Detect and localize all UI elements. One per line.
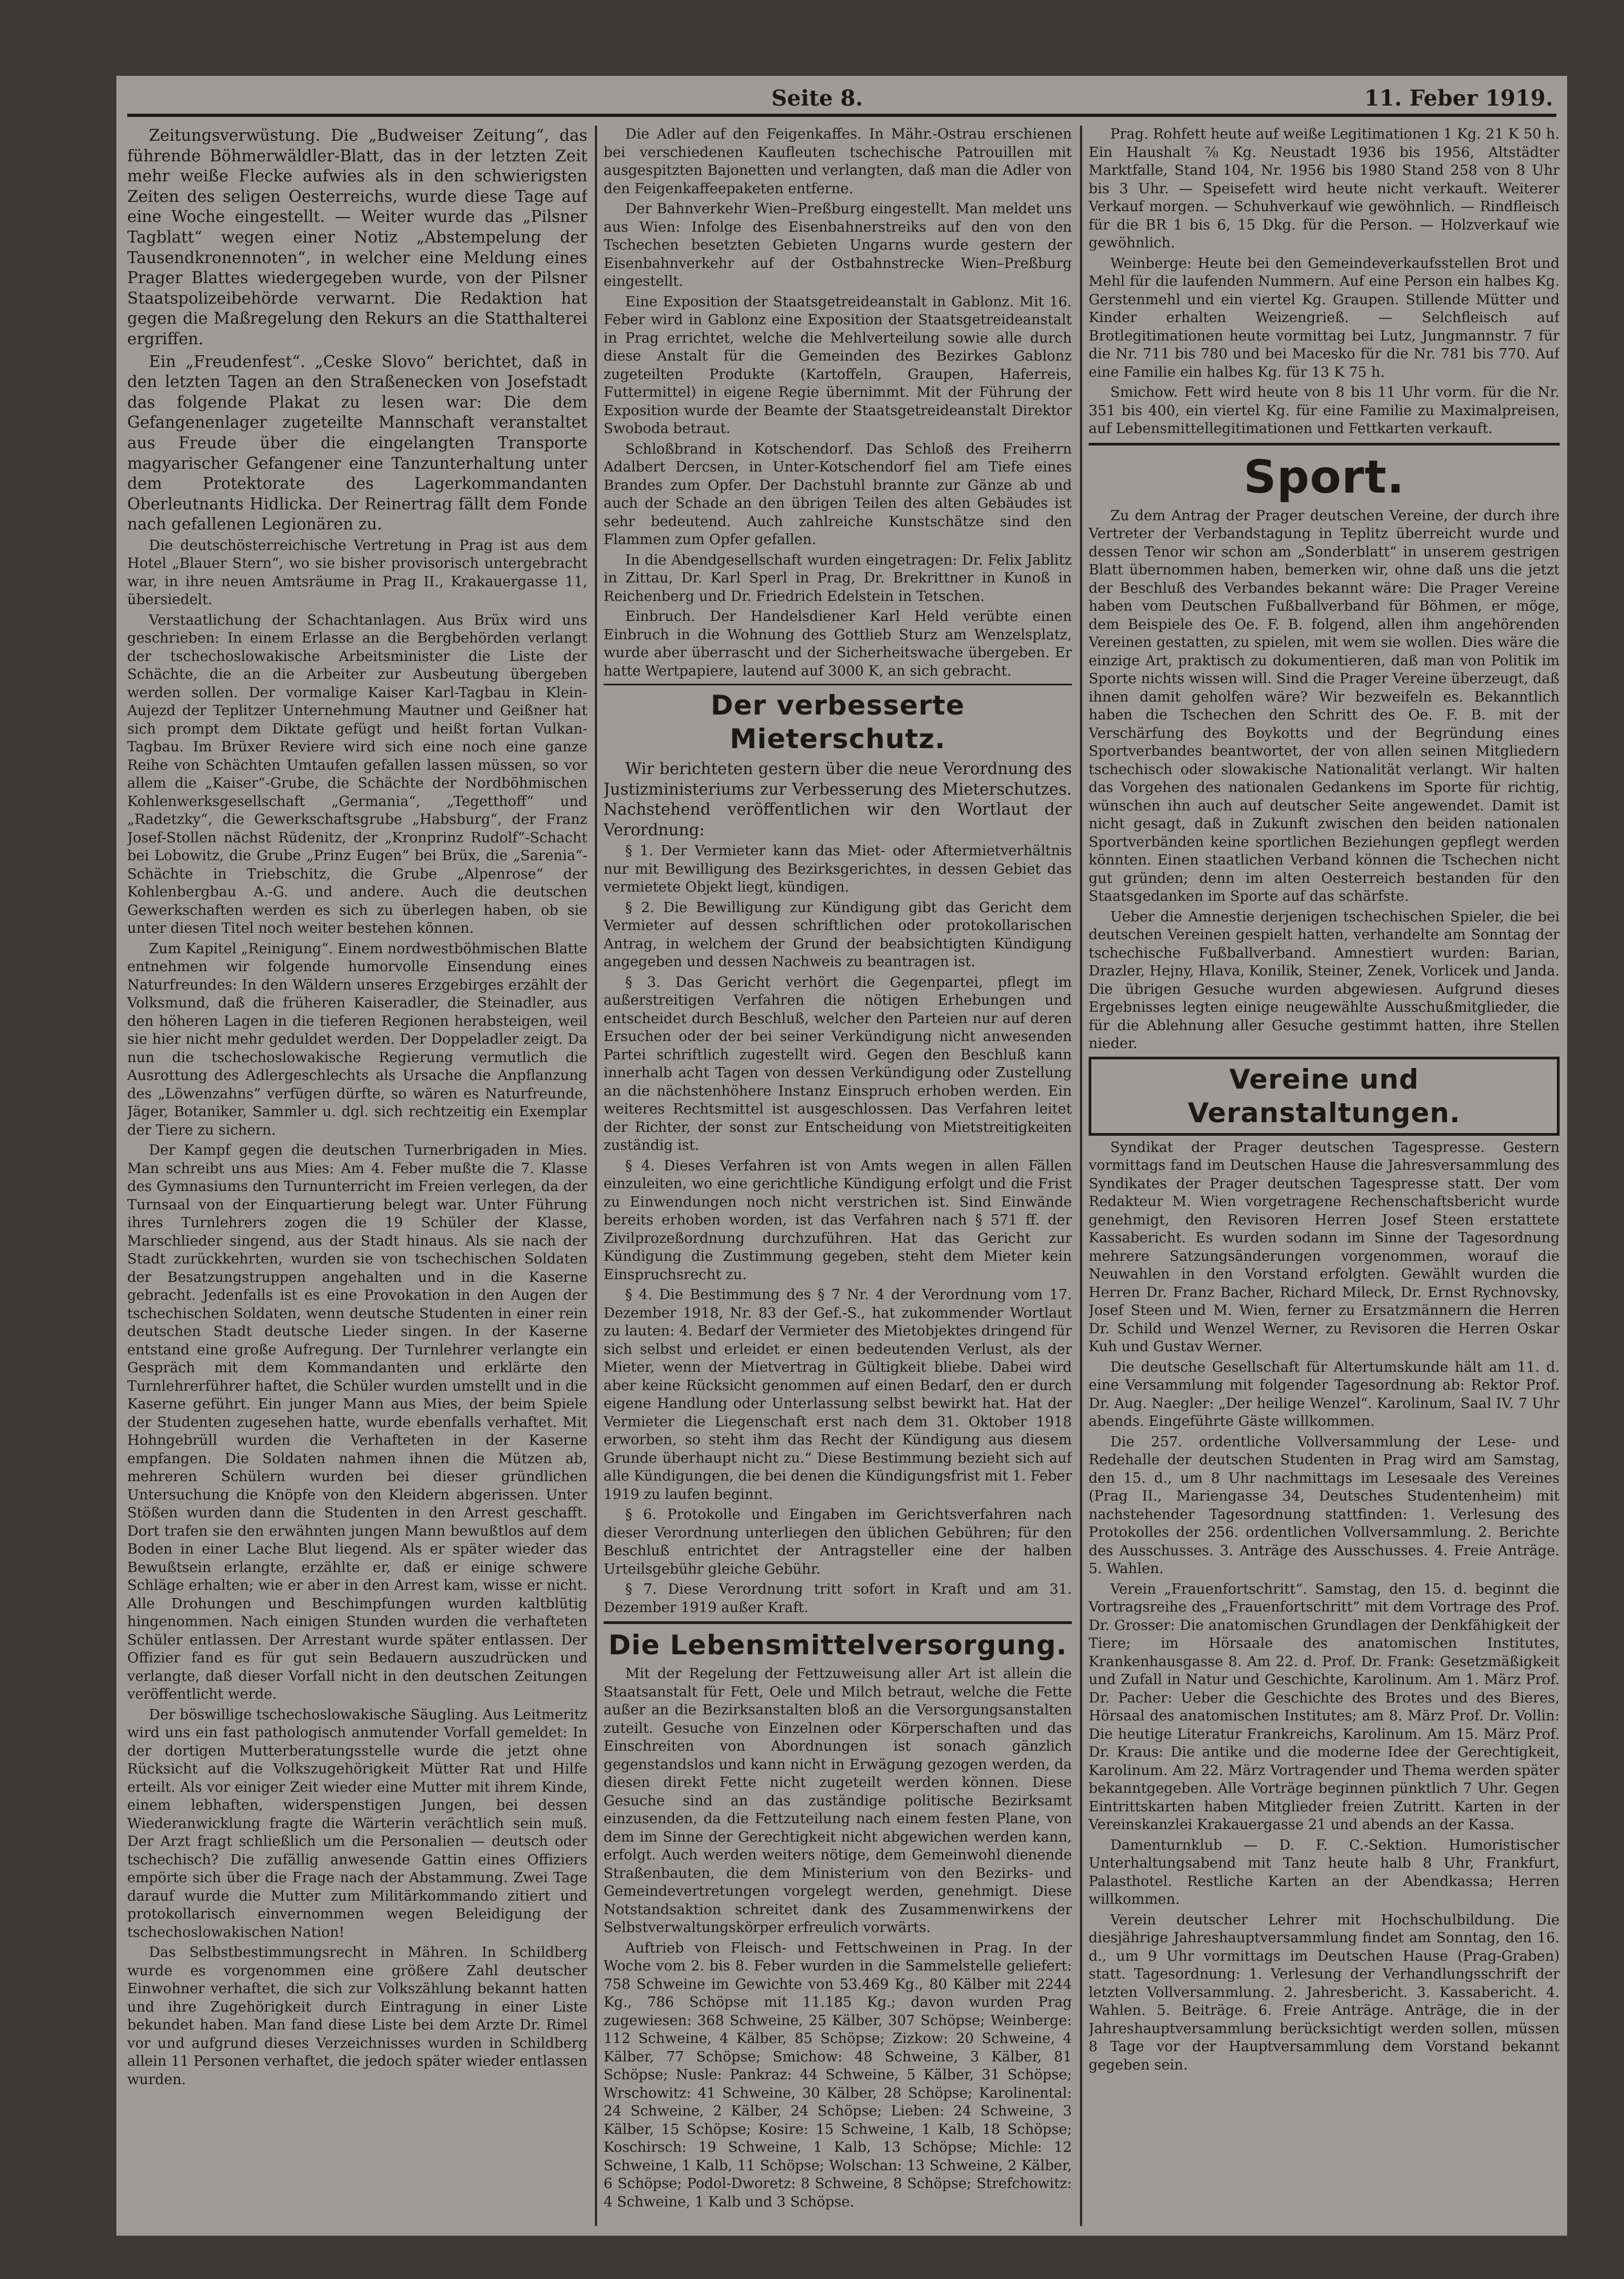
heading-vereine: Vereine und Veranstaltungen.: [1089, 1057, 1560, 1136]
column-1: [127, 126, 587, 2226]
article-adler: Die Adler auf den Feigenkaffes. In Mähr.-Ostrau erschienen bei verschiedenen Kaufleuten tschechische Patrouillen mit ausgespitzten Bajonetten und verlangten, daß man die Adler von den Feigenkaffeepaketen entferne.: [604, 126, 1072, 197]
paragraph-3: § 3. Das Gericht verhört die Gegenpartei, pflegt im außerstreitigen Verfahren die nötigen Erhebungen und entscheidet durch Beschluß, welcher den Parteien nur auf deren Ersuchen oder der bei seiner Verkündigung nicht anwesenden Partei schriftlich zugestellt wird. Gegen den Beschluß kann innerhalb acht Tagen von dessen Verkündigung oder Zustellung an die nächstenhöhere Instanz Einspruch erhoben werden. Ein weiteres Rechtsmittel ist ausgeschlossen. Das Verfahren leitet der Richter, der sonst zur Entscheidung von Mietstreitigkeiten zuständig ist.: [604, 974, 1072, 1154]
article-schachtanlagen: Verstaatlichung der Schachtanlagen. Aus Brüx wird uns geschrieben: In einem Erlasse an die Bergbehörden verlangt der tschechoslowakische Arbeitsminister die Liste der Schächte, die an die Arbeiter zur Ausbeutung übergeben werden sollen. Der vormalige Kaiser Karl-Tagbau in Klein-Aujezd der Teplitzer Unternehmung Mautner und Geißner hat sich prompt dem Diktate gefügt und heißt fortan Vulkan-Tagbau. Im Brüxer Reviere wird sich eine noch eine ganze Reihe von Schächten Umtaufen gefallen lassen müssen, so vor allem die „Kaiser“-Grube, die Schächte der Nordböhmischen Kohlenwerksgesellschaft „Germania“, „Tegetthoff“ und „Radetzky“, die Gewerkschaftsgrube „Habsburg“, der Franz Josef-Stollen nächst Rüdenitz, der „Kronprinz Rudolf“-Schacht bei Lobowitz, die Grube „Prinz Eugen“ bei Brüx, die „Sarenia“-Schächte in Triebschitz, die Grube „Alpenrose“ der Kohlenbergbau A.-G. und andere. Auch die deutschen Gewerkschaften werden es sich zu überlegen haben, ob sie unter diesen Titel noch weiter bestehen können.: [127, 612, 587, 937]
heading-sport: Sport.: [1243, 450, 1405, 503]
newspaper-page: [116, 76, 1567, 2236]
article-sport-verband: Zu dem Antrag der Prager deutschen Vereine, der durch ihre Vertreter der Verbandstagung in Teplitz überreicht wurde und dessen Tenor wir schon am „Sonderblatt“ in unserem gestrigen Blatt übernommen haben, bemerken wir, ohne daß uns die jetzt der Beschluß des Verbandes bekannt wäre: Die Prager Vereine haben vom Deutschen Fußballverband für Böhmen, er möge, dem Beispiele des Oe. F. B. folgend, allen ihm angehörenden Vereinen gestatten, zu spielen, mit wem sie wollen. Dies wäre die einzige Art, praktisch zu dokumentieren, daß man von Politik im Sporte nichts wissen will. Sind die Prager Vereine überzeugt, daß ihnen damit geholfen wäre? Wir bezweifeln es. Bekanntlich haben die Tschechen den Schritt des Oe. F. B. mit der Verschärfung des Boykotts und der Begründung eines Sportverbandes beantwortet, der von allen seinen Mitgliedern tschechisch oder slowakische Nationalität verlangt. Wir halten das Vorgehen des nationalen Gedankens im Sporte für richtig, wünschen ihn auch auf deutscher Seite angewendet. Damit ist nicht gesagt, daß in Zukunft zwischen den beiden nationalen Sportverbänden keine sportlichen Beziehungen gepflegt werden könnten. Einen staatlichen Verband können die Tschechen nicht gut gründen; denn im alten Oesterreich bestanden für den Staatsgedanken im Sporte auf das schärfste.: [1089, 507, 1560, 905]
column-3: [1089, 126, 1560, 2226]
section-rule: [604, 684, 1072, 685]
issue-date: 11. Feber 1919.: [1364, 86, 1553, 111]
article-freudenfest: Ein „Freudenfest“. „Ceske Slovo“ berichtet, daß in den letzten Tagen an den Straßenecken von Josefstadt das folgende Plakat zu lesen war: Die dem Gefangenenlager zugeteilte Mannschaft veranstaltet aus Freude über die eingelangten Transporte magyarischer Gefangener eine Tanzunterhaltung unter dem Protektorate des Lagerkommandanten Oberleutnants Hidlicka. Der Reinertrag fällt dem Fonde nach gefallenen Legionären zu.: [127, 352, 587, 534]
article-zeitungsverwuestung: Zeitungsverwüstung. Die „Budweiser Zeitung“, das führende Böhmerwäldler-Blatt, das in der letzten Zeit mehr weiße Flecke aufwies als in den schwierigsten Zeiten des seligen Oesterreichs, wurde diese Tage auf eine Woche eingestellt. — Weiter wurde das „Pilsner Tagblatt“ wegen einer Notiz „Abstempelung der Tausendkronennoten“, in welcher eine Meldung eines Prager Blattes wiedergegeben wurde, von der Pilsner Staatspolizeibehörde verwarnt. Die Redaktion hat gegen die Maßregelung den Rekurs an die Statthalterei ergriffen.: [127, 126, 587, 348]
paragraph-1: § 1. Der Vermieter kann das Miet- oder Aftermietverhältnis nur mit Bewilligung des Bezirksgerichtes, in dessen Gebiet das vermietete Objekt liegt, kündigen.: [604, 843, 1072, 896]
article-einbruch: Einbruch. Der Handelsdiener Karl Held verübte einen Einbruch in die Wohnung des Gottlieb Sturz am Wenzelsplatz, wurde aber überrascht und der Sicherheitswache übergeben. Er hatte Wertpapiere, lautend auf 3000 K, an sich gebracht.: [604, 608, 1072, 679]
article-damenturnklub: Damenturnklub — D. F. C.-Sektion. Humoristischer Unterhaltungsabend mit Tanz heute halb 8 Uhr, Frankfurt, Palasthotel. Restliche Karten an der Abendkassa; Herren willkommen.: [1089, 1837, 1560, 1908]
section-rule: [604, 1621, 1072, 1624]
page-number: Seite 8.: [771, 86, 863, 111]
column-2: [604, 126, 1072, 2226]
page-header: [127, 81, 1556, 117]
heading-mieterschutz: Der verbesserte Mieterschutz.: [710, 690, 965, 755]
article-syndikat: Syndikat der Prager deutschen Tagespresse. Gestern vormittags fand im Deutschen Hause die Jahresversammlung des Syndikates der Prager deutschen Tagespresse statt. Der vom Redakteur M. Wien vorgetragene Rechenschaftsbericht wurde genehmigt, den Revisoren Herren Josef Steen erstattete Kassabericht. Es wurden sodann im Sinne der Tagesordnung mehrere Satzungsänderungen vorgenommen, worauf die Neuwahlen in den Vorstand erfolgten. Gewählt wurden die Herren Dr. Franz Bacher, Richard Mileck, Dr. Ernst Rychnovsky, Josef Steen und M. Wien, ferner zu Ersatzmännern die Herren Dr. Schild und Wenzel Werner, zu Revisoren die Herren Oskar Kuh und Gustav Werner.: [1089, 1139, 1560, 1355]
lebensmittel-auftrieb: Auftrieb von Fleisch- und Fettschweinen in Prag. In der Woche vom 2. bis 8. Feber wurden in die Sammelstelle geliefert: 758 Schweine im Gewichte von 53.469 Kg., 80 Kälber mit 2244 Kg., 786 Schöpse mit 11.185 Kg.; davon wurden Prag zugewiesen: 368 Schweine, 25 Kälber, 307 Schöpse; Weinberge: 112 Schweine, 4 Kälber, 85 Schöpse; Zizkow: 20 Schweine, 4 Kälber, 77 Schöpse; Smichow: 48 Schweine, 3 Kälber, 81 Schöpse; Nusle: Pankraz: 44 Schweine, 5 Kälber, 31 Schöpse; Wrschowitz: 41 Schweine, 30 Kälber, 28 Schöpse; Karolinental: 24 Schweine, 2 Kälber, 24 Schöpse; Lieben: 24 Schweine, 3 Kälber, 15 Schöpse; Kosire: 15 Schweine, 1 Kalb, 18 Schöpse; Koschirsch: 19 Schweine, 1 Kalb, 13 Schöpse; Michle: 12 Schweine, 1 Kalb, 11 Schöpse; Wolschan: 13 Schweine, 2 Kälber, 6 Schöpse; Podol-Dworetz: 8 Schweine, 8 Schöpse; Strefchowitz: 4 Schweine, 1 Kalb und 3 Schöpse.: [604, 1940, 1072, 2210]
column-divider: [1080, 126, 1082, 2226]
lebensmittel-smichow: Smichow. Fett wird heute von 8 bis 11 Uhr vorm. für die Nr. 351 bis 400, ein viertel Kg. für eine Familie zu Maximalpreisen, auf Lebensmittellegitimationen und Fettkarten verkauft.: [1089, 384, 1560, 437]
lebensmittel-weinberge: Weinberge: Heute bei den Gemeindeverkaufsstellen Brot und Mehl für die laufenden Nummern. Auf eine Person ein halbes Kg. Gerstenmehl und ein viertel Kg. Graupen. Stillende Mütter und Kinder erhalten Weizengrieß. — Selchfleisch auf Brotlegitimationen heute vormittag bei Lutz, Jungmannstr. 7 für die Nr. 711 bis 780 und bei Macesko für die Nr. 781 bis 770. Auf eine Familie ein halbes Kg. für 13 K 75 h.: [1089, 255, 1560, 381]
article-bahnverkehr: Der Bahnverkehr Wien–Preßburg eingestellt. Man meldet uns aus Wien: Infolge des Eisenbahnerstreiks auf den von den Tschechen besetzten Gebieten Ungarns wurde gestern der Eisenbahnverkehr auf der Ostbahnstrecke Wien–Preßburg eingestellt.: [604, 201, 1072, 290]
lebensmittel-fett: Mit der Regelung der Fettzuweisung aller Art ist allein die Staatsanstalt für Fett, Oele und Milch betraut, welche die Fette außer an die Bezirksanstalten bloß an die Versorgungsanstalten zuteilt. Gesuche von Einzelnen oder Körperschaften und das Einschreiten von Abordnungen ist sonach gänzlich gegenstandslos und kann nicht in Erwägung gezogen werden, da diesen direkt Fette nicht zugeteilt werden können. Diese Gesuche sind an das zuständige politische Bezirksamt einzusenden, da die Fettzuteilung nach einem festen Plane, von dem im Sinne der Gerechtigkeit nicht abgewichen werden kann, erfolgt. Auch werden weiters nötige, dem Gemeinwohl dienende Straßenbauten, die dem Ministerium von den Bezirks- und Gemeindevertretungen vorgelegt werden, genehmigt. Diese Notstandsaktion schreitet dank des Zusammenwirkens der Selbstverwaltungskörper erfreulich vorwärts.: [604, 1666, 1072, 1936]
paragraph-6: § 6. Protokolle und Eingaben im Gerichtsverfahren nach dieser Verordnung unterliegen den üblichen Gebühren; für den Beschluß entrichtet der Antragsteller eine der halben Urteilsgebühr gleiche Gebühr.: [604, 1507, 1072, 1577]
section-rule: [1089, 443, 1560, 446]
mieterschutz-intro: Wir berichteten gestern über die neue Verordnung des Justizministeriums zur Verbesserung des Mieterschutzes. Nachstehend veröffentlichen wir den Wortlaut der Verordnung:: [604, 759, 1072, 839]
article-frauenfortschritt: Verein „Frauenfortschritt“. Samstag, den 15. d. beginnt die Vortragsreihe des „Frauenfortschritt“ mit dem Vortrage des Prof. Dr. Grosser: Die anatomischen Grundlagen der Denkfähigkeit der Tiere; im Hörsaale des anatomischen Institutes, Krankenhausgasse 8. Am 22. d. Prof. Dr. Frank: Gesetzmäßigkeit und Zufall in Natur und Geschichte, Karolinum. Am 1. März Prof. Dr. Pacher: Ueber die Geschichte des Brotes und des Bieres, Hörsaal des anatomischen Institutes; am 8. März Prof. Dr. Vollin: Die heutige Literatur Frankreichs, Karolinum. Am 15. März Prof. Dr. Kraus: Die antike und die moderne Idee der Gerechtigkeit, Karolinum. Am 22. März Vortragender und Thema werden später bekanntgegeben. Alle Vorträge beginnen pünktlich 7 Uhr. Gegen Eintrittskarten haben Mitglieder freien Zutritt. Karten in der Vereinskanzlei Krakauergasse 21 und abends an der Kassa.: [1089, 1581, 1560, 1833]
heading-lebensmittel: Die Lebensmittelversorgung.: [608, 1629, 1068, 1661]
lebensmittel-prag: Prag. Rohfett heute auf weiße Legitimationen 1 Kg. 21 K 50 h. Ein Haushalt ⅞ Kg. Neustadt 1936 bis 1956, Altstädter Marktfalle, Stand 104, Nr. 1956 bis 1980 Stand 258 von 8 Uhr bis 3 Uhr. — Speisefett wird heute nicht verkauft. Weiterer Verkauf morgen. — Schuhverkauf wie gewöhnlich. — Rindfleisch für die BR 1 bis 6, 15 Dkg. für die Person. — Holzverkauf wie gewöhnlich.: [1089, 126, 1560, 251]
paragraph-5: § 4. Die Bestimmung des § 7 Nr. 4 der Verordnung vom 17. Dezember 1918, Nr. 83 der Gef.-S., hat zukommender Wortlaut zu lauten: 4. Bedarf der Vermieter des Mietobjektes dringend für sich selbst und erleidet er einen bedeutenden Verlust, als der Mieter, wenn der Mietvertrag in Gültigkeit bliebe. Dabei wird aber keine Rücksicht genommen auf einen Bedarf, den er durch eigene Handlung oder Unterlassung selbst bewirkt hat. Hat der Vermieter die Liegenschaft erst nach dem 31. Oktober 1918 erworben, so steht ihm das Recht der Kündigung aus diesem Grunde überhaupt nicht zu.“ Diese Bestimmung bezieht sich auf alle Kündigungen, die bei denen die Kündigungsfrist mit 1. Feber 1919 zu laufen beginnt.: [604, 1287, 1072, 1503]
article-selbstbestimmungsrecht: Das Selbstbestimmungsrecht in Mähren. In Schildberg wurde es vorgenommen eine größere Zahl deutscher Einwohner verhaftet, die sich zur Volkszählung bekannt hatten und ihre Zugehörigkeit durch Eintragung in einer Liste bekundet haben. Man fand diese Liste bei dem Arzte Dr. Rimel vor und aufgrund dieses Verzeichnisses wurden in Schildberg allein 11 Personen verhaftet, die jedoch später wieder entlassen wurden.: [127, 1944, 587, 2088]
article-schlossbrand: Schloßbrand in Kotschendorf. Das Schloß des Freiherrn Adalbert Dercsen, in Unter-Kotschendorf fiel am Tiefe eines Brandes zum Opfer. Der Dachstuhl brannte zur Gänze ab und auch der Schade an den übrigen Teilen des alten Gebäudes ist sehr bedeutend. Auch zahlreiche Kunstschätze sind den Flammen zum Opfer gefallen.: [604, 441, 1072, 548]
article-exposition: Eine Exposition der Staatsgetreideanstalt in Gablonz. Mit 16. Feber wird in Gablonz eine Exposition der Staatsgetreideanstalt in Prag errichtet, welche die Mehlverteilung sowie alle durch diese Anstalt für die Gemeinden des Bezirkes Gablonz zugeteilten Produkte (Kartoffeln, Graupen, Haferreis, Futtermittel) in eigene Regie übernimmt. Mit der Führung der Exposition wurde der Beamte der Staatsgetreideanstalt Direktor Swoboda betraut.: [604, 293, 1072, 437]
article-reinigung: Zum Kapitel „Reinigung“. Einem nordwestböhmischen Blatte entnehmen wir folgende humorvolle Einsendung eines Naturfreundes: In den Wäldern unseres Erzgebirges erzählt der Volksmund, daß die früheren Kaiseradler, die Steinadler, aus den höheren Lagen in die tieferen Regionen herabsteigen, weil sie hier nicht mehr geduldet werden. Der Doppeladler zeigt. Da nun die tschechoslowakische Regierung vermutlich die Ausrottung des Adlergeschlechts als Ursache die Anpflanzung des „Löwenzahns“ verfügen dürfte, so wären es Naturfreunde, Jäger, Botaniker, Sammler u. dgl. sich rechtzeitig ein Exemplar der Tiere zu sichern.: [127, 940, 587, 1138]
article-altertumskunde: Die deutsche Gesellschaft für Altertumskunde hält am 11. d. eine Versammlung mit folgender Tagesordnung ab: Rektor Prof. Dr. Aug. Naegler: „Der heilige Wenzel“. Karolinum, Saal IV. 7 Uhr abends. Eingeführte Gäste willkommen.: [1089, 1359, 1560, 1430]
column-divider: [595, 126, 597, 2226]
article-saeugling: Der böswillige tschechoslowakische Säugling. Aus Leitmeritz wird uns ein fast pathologisch anmutender Vorfall gemeldet: In der dortigen Mutterberatungsstelle wurde die jetzt ohne Rücksicht auf die Volkszugehörigkeit Mütter Rat und Hilfe erteilt. Als vor einiger Zeit wieder eine Mutter mit ihrem Kinde, einem lebhaften, widerspenstigen Jungen, bei dessen Wiederanwicklung fragte die Wärterin verächtlich sein muß. Der Arzt fragt schließlich um die Personalien — deutsch oder tschechisch? Die zufällig anwesende Gattin eines Offiziers empörte sich über die Frage nach der Abstammung. Zwei Tage darauf wurde die Mutter zum Militärkommando zitiert und protokollarisch einvernommen wegen Beleidigung der tschechoslowakischen Nation!: [127, 1706, 587, 1941]
article-lehrerverein: Verein deutscher Lehrer mit Hochschulbildung. Die diesjährige Jahreshauptversammlung findet am Sonntag, den 16. d., um 9 Uhr vormittags im Deutschen Hause (Prag-Graben) statt. Tagesordnung: 1. Verlesung der Verhandlungsschrift der letzten Vollversammlung. 2. Jahresbericht. 3. Kassabericht. 4. Wahlen. 5. Beiträge. 6. Freie Anträge. Anträge, die in der Jahreshauptversammlung berücksichtigt werden sollen, müssen 8 Tage vor der Hauptversammlung dem Vorstand bekannt gegeben sein.: [1089, 1911, 1560, 2073]
article-eintragungen: In die Abendgesellschaft wurden eingetragen: Dr. Felix Jablitz in Zittau, Dr. Karl Sperl in Prag, Dr. Brekrittner in Kunoß in Reichenberg und Dr. Friedrich Edelstein in Tetschen.: [604, 552, 1072, 605]
paragraph-4: § 4. Dieses Verfahren ist von Amts wegen in allen Fällen einzuleiten, wo eine gerichtliche Kündigung erfolgt und die Frist zu Einwendungen noch nicht verstrichen ist. Sind Einwände bereits erhoben worden, ist das Verfahren nach § 571 ff. der Zivilprozeßordnung durchzuführen. Hat das Gericht zur Kündigung die Zustimmung gegeben, steht dem Mieter kein Einspruchsrecht zu.: [604, 1157, 1072, 1283]
paragraph-7: § 7. Diese Verordnung tritt sofort in Kraft und am 31. Dezember 1919 außer Kraft.: [604, 1581, 1072, 1616]
paragraph-2: § 2. Die Bewilligung zur Kündigung gibt das Gericht dem Vermieter auf dessen schriftlichen oder protokollarischen Antrag, in welchem der Grund der beabsichtigten Kündigung angegeben und dessen Nachweis zu beantragen ist.: [604, 899, 1072, 971]
article-lesehalle: Die 257. ordentliche Vollversammlung der Lese- und Redehalle der deutschen Studenten in Prag wird am Samstag, den 15. d., um 8 Uhr nachmittags im Lesesaale des Vereines (Prag II., Mariengasse 34, Deutsches Studentenheim) mit nachstehender Tagesordnung stattfinden: 1. Verlesung des Protokolles der 256. ordentlichen Vollversammlung. 2. Berichte des Ausschusses. 3. Anträge des Ausschusses. 4. Freie Anträge. 5. Wahlen.: [1089, 1433, 1560, 1577]
article-sport-amnestie: Ueber die Amnestie derjenigen tschechischen Spieler, die bei deutschen Vereinen gespielt hatten, verhandelte am Sonntag der tschechische Fußballverband. Amnestiert wurden: Barian, Drazler, Hejny, Hlava, Konilik, Steiner, Zenek, Vorlicek und Janda. Die übrigen Gesuche wurden abgewiesen. Aufgrund dieses Ergebnisses legten einige neugewählte Ausschußmitglieder, die für die Ablehnung aller Gesuche gestimmt hatten, ihre Stellen nieder.: [1089, 908, 1560, 1052]
article-turnerbrigaden: Der Kampf gegen die deutschen Turnerbrigaden in Mies. Man schreibt uns aus Mies: Am 4. Feber mußte die 7. Klasse des Gymnasiums den Turnunterricht im Freien verlegen, da der Turnsaal von der Einquartierung belegt war. Unter Führung ihres Turnlehrers zogen die 19 Schüler der Klasse, Marschlieder singend, aus der Stadt hinaus. Als sie nach der Stadt zurückkehrten, wurden sie von tschechischen Soldaten der Besatzungstruppen angehalten und in die Kaserne gebracht. Jedenfalls ist es eine Provokation in den Augen der tschechischen Soldaten, wenn deutsche Studenten in einer rein deutschen Stadt deutsche Lieder singen. In der Kaserne entstand eine große Aufregung. Der Turnlehrer verlangte ein Gespräch mit dem Kommandanten und erklärte den Turnlehrerführer haftet, die Schüler wurden umstellt und in die Kaserne geführt. Ein junger Mann aus Mies, der beim Spiele der Studenten zugesehen hatte, wurde ebenfalls verhaftet. Mit Hohngebrüll wurden die Verhafteten in der Kaserne empfangen. Die Soldaten nahmen ihnen die Mützen ab, mehreren Schülern wurden bei dieser gründlichen Untersuchung die Knöpfe von den Kleidern abgerissen. Unter Stößen wurden dann die Studenten in den Arrest geschafft. Dort trafen sie den erwähnten jungen Mann bewußtlos auf dem Boden in einer Lache Blut liegend. Als er später wieder das Bewußtsein erlangte, erzählte er, daß er einige schwere Schläge erhalten; wie er aber in den Arrest kam, wisse er nicht. Alle Drohungen und Beschimpfungen wurden kaltblütig hingenommen. Nach einigen Stunden wurden die verhafteten Schüler entlassen. Der Arrestant wurde später entlassen. Der Offizier fand es für gut sein Bedauern auszudrücken und verlangte, daß dieser Vorfall nicht in den deutschen Zeitungen veröffentlicht werde.: [127, 1142, 587, 1703]
article-vertretung: Die deutschösterreichische Vertretung in Prag ist aus dem Hotel „Blauer Stern“, wo sie bisher provisorisch untergebracht war, in ihre neuen Amtsräume in Prag II., Krakauergasse 11, übersiedelt.: [127, 537, 587, 608]
